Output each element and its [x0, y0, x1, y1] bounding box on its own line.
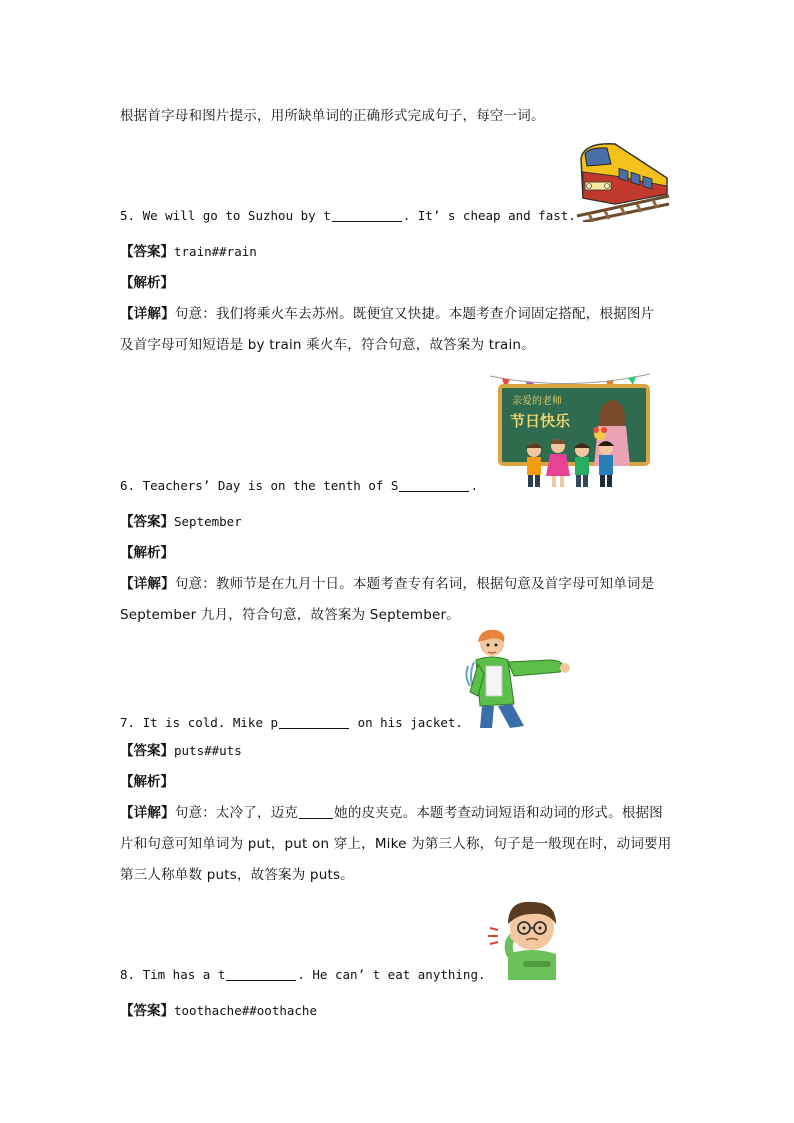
answer-7 [120, 739, 242, 759]
detail-text-b: 她的皮夹克。本题考查动词短语和动词的形式。根据图 [334, 805, 663, 821]
boy-jacket-picture [464, 626, 572, 730]
answer-value: puts##uts [174, 743, 242, 758]
detail-blank [299, 817, 333, 819]
detail-label: 【详解】 [120, 805, 175, 821]
question-6-before: 6. Teachers’ Day is on the tenth of S [120, 478, 399, 493]
detail-label: 【详解】 [120, 576, 175, 592]
detail-6-line-1 [120, 572, 654, 592]
toothache-boy-picture [486, 894, 566, 982]
answer-label: 【答案】 [120, 514, 174, 530]
answer-5 [120, 240, 257, 260]
detail-text: 句意：我们将乘火车去苏州。既便宜又快捷。本题考查介词固定搭配，根据图片 [174, 306, 655, 322]
answer-value: toothache##oothache [174, 1003, 317, 1018]
train-picture [575, 138, 671, 222]
question-5 [120, 208, 576, 223]
detail-6-line-2: September 九月，符合句意，故答案为 September。 [120, 607, 460, 623]
analysis-label: 【解析】 [120, 275, 174, 291]
question-7-before: 7. It is cold. Mike p [120, 715, 279, 730]
detail-text: 句意：教师节是在九月十日。本题考查专有名词，根据句意及首字母可知单词是 [174, 576, 655, 592]
analysis-label: 【解析】 [120, 545, 174, 561]
answer-label: 【答案】 [120, 743, 174, 759]
question-8 [120, 967, 486, 982]
detail-7-line-1 [120, 801, 663, 821]
question-6-after: . [470, 478, 478, 493]
question-7 [120, 715, 463, 730]
question-8-after: . He can’ t eat anything. [297, 967, 486, 982]
answer-blank[interactable] [399, 490, 469, 492]
question-5-before: 5. We will go to Suzhou by t [120, 208, 331, 223]
analysis-label: 【解析】 [120, 774, 174, 790]
detail-label: 【详解】 [120, 306, 175, 322]
instruction-text: 根据首字母和图片提示，用所缺单词的正确形式完成句子，每空一词。 [120, 108, 545, 124]
detail-5-line-2: 及首字母可知短语是 by train 乘火车，符合句意，故答案为 train。 [120, 337, 535, 353]
question-7-after: on his jacket. [350, 715, 463, 730]
board-text-1: 亲爱的老师 [512, 396, 562, 407]
detail-text-a: 句意：太冷了，迈克 [174, 805, 299, 821]
answer-value: September [174, 514, 242, 529]
question-5-after: . It’ s cheap and fast. [402, 208, 576, 223]
answer-label: 【答案】 [120, 1003, 174, 1019]
answer-8 [120, 999, 317, 1019]
detail-7-line-3: 第三人称单数 puts，故答案为 puts。 [120, 867, 354, 883]
question-6 [120, 478, 478, 493]
answer-value: train##rain [174, 244, 257, 259]
teachers-day-picture [488, 370, 654, 492]
answer-blank[interactable] [279, 727, 349, 729]
board-text-2: 节日快乐 [510, 412, 571, 430]
detail-7-line-2: 片和句意可知单词为 put，put on 穿上，Mike 为第三人称，句子是一般现在时，动词要用 [120, 836, 672, 852]
question-8-before: 8. Tim has a t [120, 967, 226, 982]
detail-5-line-1 [120, 302, 654, 322]
answer-label: 【答案】 [120, 244, 174, 260]
answer-blank[interactable] [226, 979, 296, 981]
answer-blank[interactable] [332, 220, 402, 222]
answer-6 [120, 510, 242, 530]
